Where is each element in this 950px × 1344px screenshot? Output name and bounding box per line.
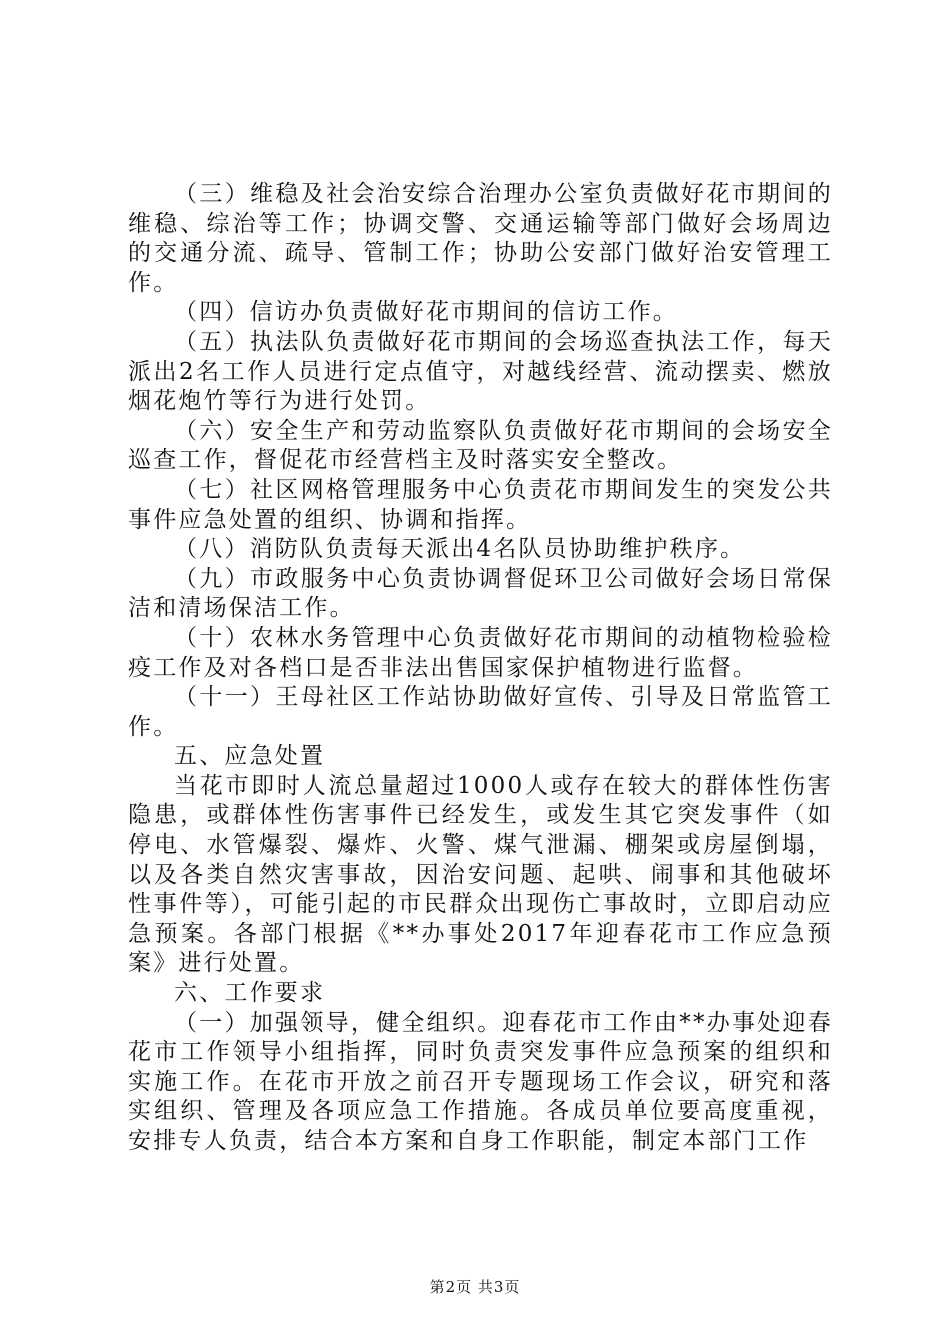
heading-emergency-response: 五、应急处置 — [174, 743, 326, 770]
paragraph-requirement-1: （一）加强领导，健全组织。迎春花市工作由**办事处迎春花市工作领导小组指挥，同时负责突发事件应急预案的组织和实施工作。在花市开放之前召开专题现场工作会议，研究和落实组织、管理及各项应急工作措施。各成员单位要高度重视，安排专人负责，结合本方案和自身工作职能，制定本部门工作 — [128, 1009, 833, 1154]
paragraph-section-8: （八）消防队负责每天派出4名队员协助维护秩序。 — [174, 536, 746, 563]
paragraph-section-9: （九）市政服务中心负责协调督促环卫公司做好会场日常保洁和清场保洁工作。 — [128, 565, 833, 622]
paragraph-section-11: （十一）王母社区工作站协助做好宣传、引导及日常监管工作。 — [128, 684, 833, 740]
page-number-footer: 第2页 共3页 — [429, 1278, 521, 1296]
paragraph-section-3: （三）维稳及社会治安综合治理办公室负责做好花市期间的维稳、综治等工作；协调交警、交通运输等部门做好会场周边的交通分流、疏导、管制工作；协助公安部门做好治安管理工作。 — [128, 181, 833, 296]
paragraph-section-4: （四）信访办负责做好花市期间的信访工作。 — [174, 299, 678, 326]
paragraph-section-10: （十）农林水务管理中心负责做好花市期间的动植物检验检疫工作及对各档口是否非法出售国家保护植物进行监督。 — [128, 624, 833, 681]
paragraph-section-7: （七）社区网格管理服务中心负责花市期间发生的突发公共事件应急处置的组织、协调和指挥。 — [128, 476, 833, 533]
document-body — [128, 180, 833, 1157]
paragraph-section-6: （六）安全生产和劳动监察队负责做好花市期间的会场安全巡查工作，督促花市经营档主及时落实安全整改。 — [128, 417, 833, 474]
paragraph-section-5: （五）执法队负责做好花市期间的会场巡查执法工作，每天派出2名工作人员进行定点值守，对越线经营、流动摆卖、燃放烟花炮竹等行为进行处罚。 — [128, 328, 833, 415]
paragraph-emergency-response: 当花市即时人流总量超过1000人或存在较大的群体性伤害隐患，或群体性伤害事件已经发生，或发生其它突发事件（如停电、水管爆裂、爆炸、火警、煤气泄漏、棚架或房屋倒塌，以及各类自然灾害事故，因治安问题、起哄、闹事和其他破坏性事件等），可能引起的市民群众出现伤亡事故时，立即启动应急预案。各部门根据《**办事处2017年迎春花市工作应急预案》进行处置。 — [128, 772, 833, 977]
heading-work-requirements: 六、工作要求 — [174, 980, 326, 1007]
